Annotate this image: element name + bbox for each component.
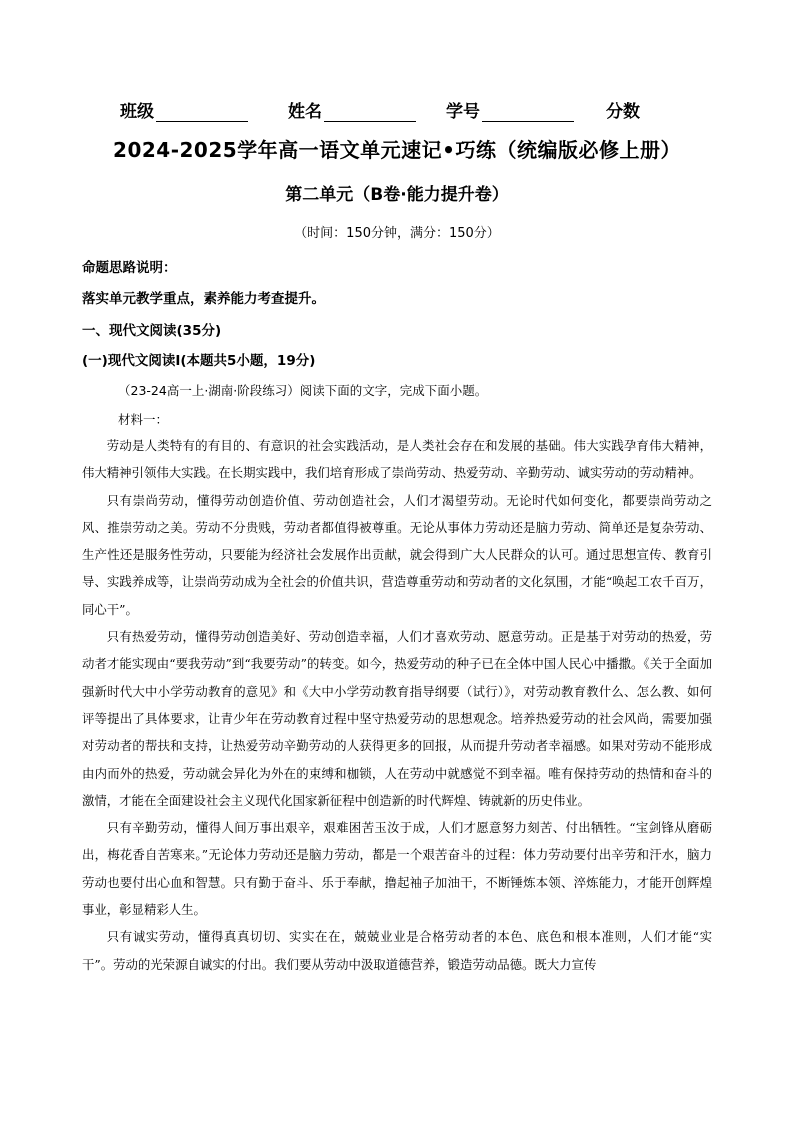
- name-field[interactable]: [288, 97, 416, 122]
- student-id-blank[interactable]: [482, 103, 574, 122]
- subsection-heading: (一)现代文阅读Ⅰ(本题共5小题，19分): [82, 353, 316, 369]
- passage-paragraph: 只有辛勤劳动，懂得人间万事出艰辛，艰难困苦玉汝于成，人们才愿意努力刻苦、付出牺牲。“宝剑锋从磨砺出，梅花香自苦寒来。”无论体力劳动还是脑力劳动，都是一个艰苦奋斗的过程：体力劳动要付出辛劳和汗水，脑力劳动也要付出心血和智慧。只有勤于奋斗、乐于奉献，撸起袖子加油干，不断锤炼本领、淬炼能力，才能开创辉煌事业，彰显精彩人生。: [82, 820, 712, 918]
- reading-passage: [82, 432, 712, 978]
- class-blank[interactable]: [156, 103, 248, 122]
- name-label: 姓名: [288, 102, 322, 122]
- section-heading: 一、现代文阅读(35分): [82, 323, 222, 339]
- name-blank[interactable]: [324, 103, 416, 122]
- material-label: 材料一：: [118, 412, 169, 427]
- score-label: 分数: [606, 102, 640, 122]
- exam-subtitle: 第二单元（B卷·能力提升卷）: [285, 185, 509, 205]
- intent-heading: 命题思路说明：: [82, 260, 177, 276]
- passage-paragraph: 只有热爱劳动，懂得劳动创造美好、劳动创造幸福，人们才喜欢劳动、愿意劳动。正是基于对劳动的热爱，劳动者才能实现由“要我劳动”到“我要劳动”的转变。如今，热爱劳动的种子已在全体中国人民心中播撒。《关于全面加强新时代大中小学劳动教育的意见》和《大中小学劳动教育指导纲要（试行）》，对劳动教育教什么、怎么教、如何评等提出了具体要求，让青少年在劳动教育过程中坚守热爱劳动的思想观念。培养热爱劳动的社会风尚，需要加强对劳动者的帮扶和支持，让热爱劳动辛勤劳动的人获得更多的回报，从而提升劳动者幸福感。如果对劳动不能形成由内而外的热爱，劳动就会异化为外在的束缚和枷锁，人在劳动中就感觉不到幸福。唯有保持劳动的热情和奋斗的激情，才能在全面建设社会主义现代化国家新征程中创造新的时代辉煌、铸就新的历史伟业。: [82, 629, 712, 808]
- intent-body: 落实单元教学重点，素养能力考查提升。: [82, 291, 325, 307]
- score-field: [606, 97, 640, 122]
- passage-paragraph: 劳动是人类特有的有目的、有意识的社会实践活动，是人类社会存在和发展的基础。伟大实践孕育伟大精神，伟大精神引领伟大实践。在长期实践中，我们培育形成了崇尚劳动、热爱劳动、辛勤劳动、诚实劳动的劳动精神。: [82, 438, 712, 481]
- passage-paragraph: 只有诚实劳动，懂得真真切切、实实在在，兢兢业业是合格劳动者的本色、底色和根本准则，人们才能“实干”。劳动的光荣源自诚实的付出。我们要从劳动中汲取道德营养，锻造劳动品德。既大力宣传: [82, 929, 712, 972]
- student-id-label: 学号: [446, 102, 480, 122]
- class-label: 班级: [120, 102, 154, 122]
- question-source: （23-24高一上·湖南·阶段练习）阅读下面的文字，完成下面小题。: [118, 383, 488, 398]
- class-field[interactable]: [120, 97, 248, 122]
- student-info-line: [120, 97, 680, 123]
- time-info: （时间：150分钟，满分：150分）: [294, 226, 500, 241]
- student-id-field[interactable]: [446, 97, 574, 122]
- exam-title: 2024-2025学年高一语文单元速记•巧练（统编版必修上册）: [113, 138, 681, 162]
- passage-paragraph: 只有崇尚劳动，懂得劳动创造价值、劳动创造社会，人们才渴望劳动。无论时代如何变化，都要崇尚劳动之风、推崇劳动之美。劳动不分贵贱，劳动者都值得被尊重。无论从事体力劳动还是脑力劳动、简单还是复杂劳动、生产性还是服务性劳动，只要能为经济社会发展作出贡献，就会得到广大人民群众的认可。通过思想宣传、教育引导、实践养成等，让崇尚劳动成为全社会的价值共识，营造尊重劳动和劳动者的文化氛围，才能“唤起工农千百万，同心干”。: [82, 492, 712, 617]
